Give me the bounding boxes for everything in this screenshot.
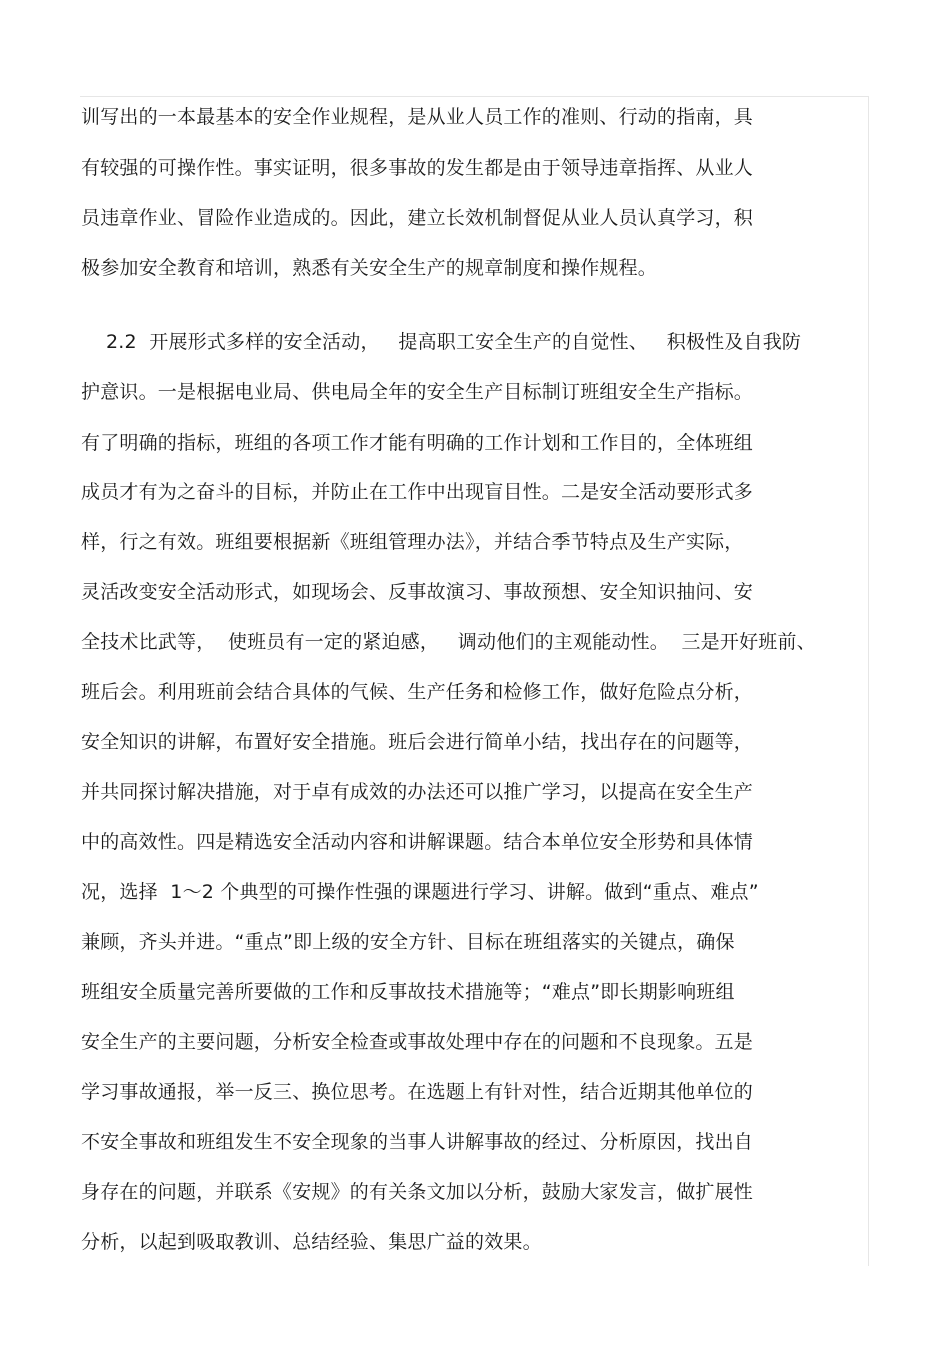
text-line: 班组安全质量完善所要做的工作和反事故技术措施等；“难点”即长期影响班组 [81, 981, 735, 1003]
text-line: 分析，以起到吸取教训、总结经验、集思广益的效果。 [81, 1231, 542, 1253]
text-line: 班后会。利用班前会结合具体的气候、生产任务和检修工作，做好危险点分析， [81, 681, 754, 703]
section-heading-line: 2.2 开展形式多样的安全活动， 提高职工安全生产的自觉性、 积极性及自我防 [81, 331, 802, 353]
text-line: 学习事故通报，举一反三、换位思考。在选题上有针对性，结合近期其他单位的 [81, 1081, 754, 1103]
text-line: 护意识。一是根据电业局、供电局全年的安全生产目标制订班组安全生产指标。 [81, 381, 754, 403]
text-line: 兼顾，齐头并进。“重点”即上级的安全方针、目标在班组落实的关键点，确保 [81, 931, 735, 953]
page-border-right [868, 96, 869, 1266]
text-line: 训写出的一本最基本的安全作业规程，是从业人员工作的准则、行动的指南，具 [81, 106, 754, 128]
text-line: 安全生产的主要问题，分析安全检查或事故处理中存在的问题和不良现象。五是 [81, 1031, 754, 1053]
text-line: 有较强的可操作性。事实证明，很多事故的发生都是由于领导违章指挥、从业人 [81, 157, 754, 179]
text-line: 全技术比武等， 使班员有一定的紧迫感， 调动他们的主观能动性。 三是开好班前、 [81, 631, 816, 653]
text-line: 灵活改变安全活动形式，如现场会、反事故演习、事故预想、安全知识抽问、安 [81, 581, 754, 603]
text-line: 样，行之有效。班组要根据新《班组管理办法》，并结合季节特点及生产实际， [81, 531, 744, 553]
text-line: 况，选择 1～2 个典型的可操作性强的课题进行学习、讲解。做到“重点、难点” [81, 881, 759, 903]
text-line: 极参加安全教育和培训，熟悉有关安全生产的规章制度和操作规程。 [81, 257, 658, 279]
text-line: 身存在的问题，并联系《安规》的有关条文加以分析，鼓励大家发言，做扩展性 [81, 1181, 754, 1203]
text-line: 中的高效性。四是精选安全活动内容和讲解课题。结合本单位安全形势和具体情 [81, 831, 754, 853]
text-line: 有了明确的指标，班组的各项工作才能有明确的工作计划和工作目的，全体班组 [81, 432, 754, 454]
text-line: 员违章作业、冒险作业造成的。因此，建立长效机制督促从业人员认真学习，积 [81, 207, 754, 229]
text-line: 不安全事故和班组发生不安全现象的当事人讲解事故的经过、分析原因，找出自 [81, 1131, 754, 1153]
text-line: 安全知识的讲解，布置好安全措施。班后会进行简单小结，找出存在的问题等， [81, 731, 754, 753]
text-line: 成员才有为之奋斗的目标，并防止在工作中出现盲目性。二是安全活动要形式多 [81, 481, 754, 503]
page-border-top [80, 96, 868, 97]
text-line: 并共同探讨解决措施，对于卓有成效的办法还可以推广学习，以提高在安全生产 [81, 781, 754, 803]
